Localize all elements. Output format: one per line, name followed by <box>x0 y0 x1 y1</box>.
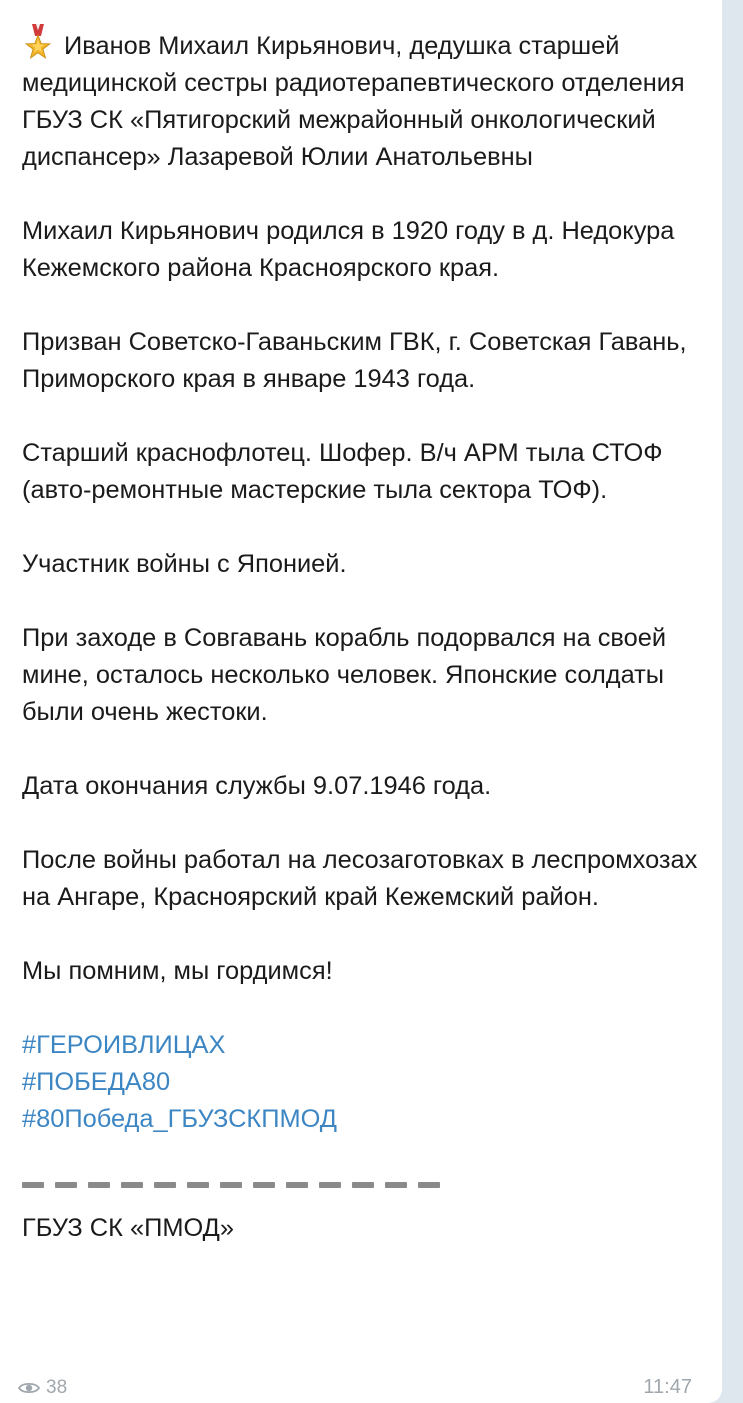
paragraph-remember: Мы помним, мы гордимся! <box>22 957 333 985</box>
separator-dash <box>22 1182 44 1188</box>
separator-dash <box>154 1182 176 1188</box>
hashtag-link[interactable]: #ПОБЕДА80 <box>22 1068 171 1096</box>
signature: ГБУЗ СК «ПМОД» <box>22 1214 235 1242</box>
separator-dash <box>220 1182 242 1188</box>
eye-icon <box>18 1381 40 1395</box>
hashtag-link[interactable]: #80Победа_ГБУЗСКПМОД <box>22 1105 337 1133</box>
paragraph-draft: Призван Советско-Гаваньским ГВК, г. Советская Гавань, Приморского края в январе 1943 года. <box>22 328 687 393</box>
view-counter <box>18 1377 67 1399</box>
paragraph-rank: Старший краснофлотец. Шофер. В/ч АРМ тыла СТОФ (авто-ремонтные мастерские тыла сектора ТОФ). <box>22 439 663 504</box>
separator-dash <box>385 1182 407 1188</box>
paragraph-intro <box>22 24 722 176</box>
message-time: 11:47 <box>643 1376 692 1398</box>
message-text <box>22 24 722 1247</box>
paragraph-after-war: После войны работал на лесозаготовках в леспромхозах на Ангаре, Красноярский край Кежемский район. <box>22 846 698 911</box>
paragraph-text: Иванов Михаил Кирьянович, дедушка старшей медицинской сестры радиотерапевтического отделения ГБУЗ СК «Пятигорский межрайонный онкологический диспансер» Лазаревой Юлии Анатольевны <box>22 32 685 171</box>
paragraph-ship: При заходе в Совгавань корабль подорвался на своей мине, осталось несколько человек. Японские солдаты были очень жестоки. <box>22 624 667 726</box>
medal-icon <box>22 24 54 60</box>
separator-dash <box>319 1182 341 1188</box>
dashed-separator <box>22 1182 722 1188</box>
paragraph-service-end: Дата окончания службы 9.07.1946 года. <box>22 772 492 800</box>
hashtag-list <box>22 1027 722 1138</box>
paragraph-birth: Михаил Кирьянович родился в 1920 году в д. Недокура Кежемского района Красноярского края. <box>22 217 675 282</box>
separator-dash <box>88 1182 110 1188</box>
paragraph-war: Участник войны с Японией. <box>22 550 347 578</box>
separator-dash <box>286 1182 308 1188</box>
separator-dash <box>418 1182 440 1188</box>
separator-dash <box>187 1182 209 1188</box>
separator-dash <box>352 1182 374 1188</box>
view-count: 38 <box>46 1377 68 1398</box>
separator-dash <box>121 1182 143 1188</box>
separator-dash <box>253 1182 275 1188</box>
hashtag-link[interactable]: #ГЕРОИВЛИЦАХ <box>22 1031 226 1059</box>
separator-dash <box>55 1182 77 1188</box>
